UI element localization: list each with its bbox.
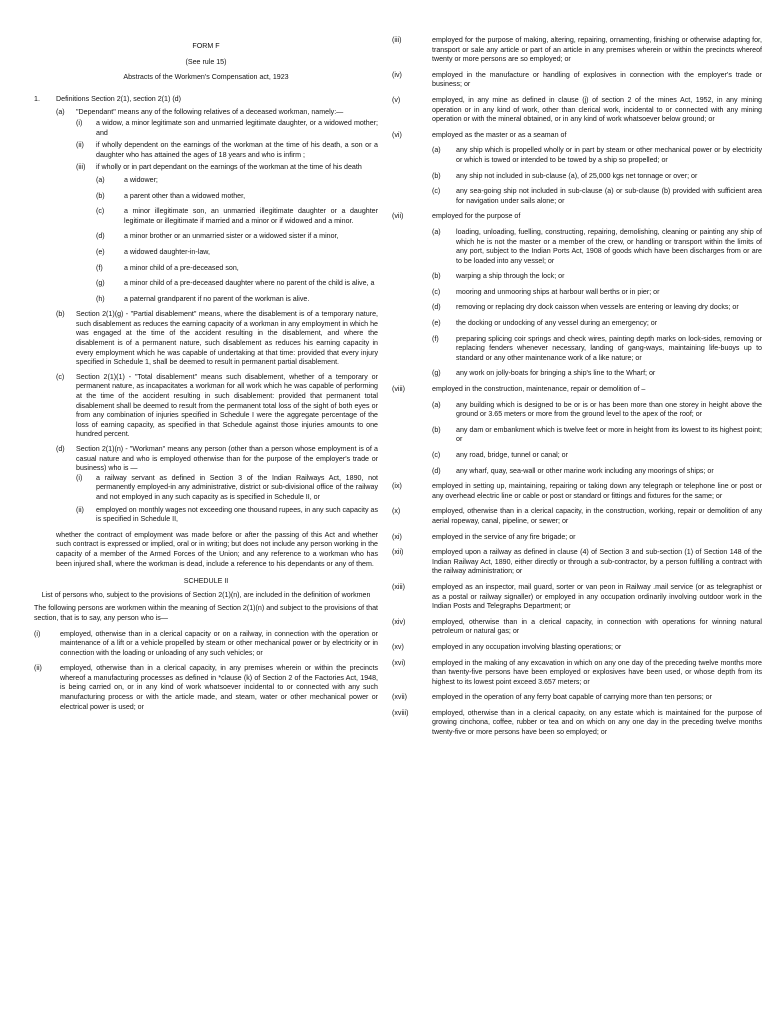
list-item (76, 141, 378, 160)
list-item (96, 232, 378, 242)
item-number: (xii) (392, 548, 404, 557)
item-number: (vii) (392, 212, 404, 221)
list-item (96, 264, 378, 274)
item-number: (ix) (392, 482, 402, 491)
list-item (96, 295, 378, 305)
item-text: a parent other than a widowed mother, (124, 191, 246, 200)
item-text: employed, in any mine as defined in clause (j) of section 2 of the mines Act, 1952, in any mining operation or in any kind of work, other than clerical work, incidental to or connected with any mining operation or with the mineral obtained, or in any kind of work whatsoever below ground; or (432, 95, 762, 124)
item-text: a railway servant as defined in Section 3 of the Indian Railways Act, 1890, not permanently employed-in any administrative, district or sub-divisional office of the railway and not employed in any such capacity as is specified in Schedule II, or (96, 473, 378, 501)
list-item (432, 369, 762, 379)
list-item (96, 207, 378, 226)
item-text: any building which is designed to be or is or has been more than one storey in height above the ground or 3.65 meters or more from the ground level to the apex of the roof; or (456, 400, 762, 419)
item-text: a paternal grandparent if no parent of the workman is alive. (124, 294, 310, 303)
list-item (96, 192, 378, 202)
item-text: any wharf, quay, sea-wall or other marine work including any moorings of ships; or (456, 466, 714, 475)
item-text: loading, unloading, fuelling, constructing, repairing, demolishing, cleaning or painting any ship of which he is not the master or a member of the crew, or handling or transport within the limits of any port, subject to the Indian Ports Act, 1908 of goods which have been discharges from or are to be loaded into any vessel; or (456, 227, 762, 265)
list-item (392, 36, 762, 65)
item-text: employed for the purpose of (432, 212, 521, 221)
item-text: employed in the manufacture or handling of explosives in connection with the employer's trade or business; or (432, 70, 762, 89)
list-item (96, 248, 378, 258)
list-item (432, 272, 762, 282)
item-number: (xiv) (392, 617, 406, 626)
item-text: Section 2(1)(1) - "Total disablement" means such disablement, whether of a temporary or permanent nature, as incapacitates a workman for all work which he was capable of performing at the time of the accident resulting in such disablement: provided that permanent total disablement shall be deemed to result from the permanent total loss of the sight of both eyes or from any combination of injuries specified in Schedule I were the aggregate percentage of the loss of earning capacity, as specified in that Schedule against those injuries amounts to one hundred percent. (76, 372, 378, 439)
item-text: preparing splicing coir springs and check wires, painting depth marks on lock-sides, removing or replacing fenders whenever necessary, landing of gang-ways, maintaining life-buoys up to standard or any other maintenance work of a like nature; or (456, 334, 762, 362)
item-text: employed in any occupation involving blasting operations; or (432, 642, 622, 651)
item-text: employed in setting up, maintaining, repairing or taking down any telegraph or telephone line or post or any overhead electric line or cable or post or standard or fittings and fixtures for the same; or (432, 482, 762, 500)
rule-reference: (See rule 15) (185, 57, 227, 66)
section-heading: Definitions Section 2(1), section 2(1) (d) (56, 94, 181, 103)
list-item (392, 507, 762, 526)
right-column (392, 36, 762, 744)
item-number: (a) (432, 400, 441, 409)
item-text: employed in the service of any fire brigade; or (432, 532, 576, 541)
item-text: a minor child of a pre-deceased daughter where no parent of the child is alive, a (124, 279, 375, 288)
item-number: (ii) (76, 141, 84, 150)
left-column (34, 42, 378, 718)
list-item (96, 279, 378, 289)
item-text: employed, otherwise than in a clerical capacity or on a railway, in connection with the operation or maintenance of a lift or a vehicle propelled by steam or other mechanical power or by electricity or in connection with the loading or unloading of any such vehicles; or (60, 629, 378, 657)
item-number: (c) (96, 207, 105, 216)
item-text: employed, otherwise than in a clerical capacity, in the construction, working, repair or demolition of any aerial ropeway, canal, pipeline, or sewer; or (432, 507, 762, 525)
definition-partial-disablement (56, 310, 378, 368)
item-number: (d) (432, 303, 441, 312)
list-item (392, 693, 762, 703)
item-text: any sea-going ship not included in sub-clause (a) or sub-clause (b) provided with sufficient area for navigation under sails alone; or (456, 187, 762, 205)
item-number: (a) (432, 227, 441, 236)
item-text: employed in the operation of any ferry boat capable of carrying more than ten persons; or (432, 693, 712, 702)
item-text: the docking or undocking of any vessel during an emergency; or (456, 319, 658, 328)
item-number: (h) (96, 294, 105, 303)
schedule-subtitle: List of persons who, subject to the provisions of Section 2(1)(n), are included in the definition of workmen (41, 590, 371, 599)
item-number: (f) (96, 263, 103, 272)
item-number: (iii) (392, 36, 402, 44)
whether-paragraph: whether the contract of employment was made before or after the passing of this Act and whether such contract is expressed or implied, oral or in writing; but does not include any person working in the capacity of a member of the Armed Forces of the Union; and any reference to a workman who has been injured shall, where the workman is dead, include a reference to his dependants or any of them. (56, 530, 378, 568)
item-text: a widowed daughter-in-law, (124, 247, 210, 256)
item-number: (xviii) (392, 708, 409, 717)
list-item (392, 96, 762, 125)
list-item (392, 583, 762, 612)
definition-total-disablement (56, 373, 378, 440)
definition-workman (56, 445, 378, 525)
document-title: Abstracts of the Workmen's Compensation act, 1923 (123, 73, 289, 82)
list-item (392, 659, 762, 688)
item-number: (iv) (392, 70, 402, 79)
item-number: (x) (392, 507, 401, 516)
schedule-intro: The following persons are workmen within the meaning of Section 2(1)(n) and subject to the provisions of that section, that is to say, any person who is— (34, 604, 378, 622)
item-number: (i) (76, 473, 83, 482)
item-number: (a) (432, 146, 441, 155)
list-item (392, 548, 762, 577)
list-item (432, 319, 762, 329)
item-number: (d) (96, 232, 105, 241)
item-text: a widow, a minor legitimate son and unmarried legitimate daughter, or a widowed mother; and (96, 118, 378, 137)
item-number: (b) (432, 272, 441, 281)
item-number: (ii) (34, 664, 42, 673)
list-item (432, 335, 762, 364)
item-number: (c) (432, 287, 441, 296)
section-1 (34, 95, 378, 105)
item-text: employed as an inspector, mail guard, sorter or van peon in Railway .mail service (or as telegraphist or as a postal or railway signaller) or employed in any occupation ordinarily involving outdoor work in the Indian Posts and Telegraphs Department; or (432, 582, 762, 611)
item-number: (vi) (392, 130, 402, 139)
list-item (96, 176, 378, 186)
item-number: (i) (76, 118, 83, 127)
item-text: a minor illegitimate son, an unmarried illegitimate daughter or a daughter legitimate or illegitimate if married and a minor or if widowed and a minor. (124, 207, 378, 225)
list-item (392, 385, 762, 395)
item-number: (e) (432, 319, 441, 328)
list-item (76, 474, 378, 503)
item-number: (b) (96, 191, 105, 200)
item-text: any road, bridge, tunnel or canal; or (456, 451, 568, 459)
list-item (76, 506, 378, 525)
item-text: employed in the construction, maintenance, repair or demolition of – (432, 385, 646, 394)
item-number: (e) (96, 247, 105, 256)
item-text: if wholly dependent on the earnings of the workman at the time of his death, a son or a daughter who has attained the ages of 18 years and who is infirm ; (96, 141, 378, 159)
item-number: (v) (392, 95, 401, 104)
item-number: (c) (432, 187, 441, 196)
item-text: employed upon a railway as defined in clause (4) of Section 3 and sub-section (1) of Section 148 of the Indian Railway Act, 1890, either directly or through a sub-contractor, by a person fulfilling a contract with the railway administration; or (432, 548, 762, 576)
item-text: employed, otherwise than in a clerical capacity, in any premises wherein or within the precincts whereof a manufacturing processes as defined in *clause (k) of Section 2 of the Factories Act, 1948, is being carried on, or in any kind of work whatsoever incidental to or connected with any such manufacturing process or with the article made, and steam, water or other mechanical power or electrical power is used; or (60, 664, 378, 711)
item-text: employed in the making of any excavation in which on any one day of the preceding twelve months more than twenty-five persons have been employed or explosives have been used, or whose depth from its highest to its lowest point exceed 3.657 meters; or (432, 658, 762, 686)
item-number: (xiii) (392, 582, 405, 591)
item-text: employed for the purpose of making, altering, repairing, ornamenting, finishing or otherwise adapting for, transport or sale any article or part of an article in any premises wherein or within the precincts whereof twenty or more persons are so employed; or (432, 36, 762, 64)
list-item (76, 163, 378, 173)
list-item (432, 401, 762, 420)
list-item (392, 709, 762, 738)
item-text: Section 2(1)(n) - "Workman" means any person (other than a person whose employment is of a casual nature and who is employed otherwise than for the purpose of the employer's trade or business) who is — (76, 445, 378, 473)
item-number: (xi) (392, 532, 402, 541)
item-text: warping a ship through the lock; or (456, 272, 565, 281)
definitions-block (34, 108, 378, 524)
list-item (432, 187, 762, 206)
item-text: employed on monthly wages not exceeding one thousand rupees, in any such capacity as is specified in Schedule II, (96, 505, 378, 524)
list-item (432, 288, 762, 298)
item-number: (a) (96, 175, 105, 184)
item-text: "Dependant" means any of the following relatives of a deceased workman, namely:— (76, 108, 344, 117)
item-number: (b) (432, 425, 441, 434)
item-number: (xvii) (392, 693, 407, 702)
item-text: a minor child of a pre-deceased son, (124, 263, 239, 272)
item-number: (ii) (76, 505, 84, 514)
list-item (432, 228, 762, 266)
item-text: employed as the master or as a seaman of (432, 130, 567, 139)
section-number: 1. (34, 94, 40, 103)
list-item (392, 131, 762, 141)
schedule-title: SCHEDULE II (183, 577, 229, 586)
item-number: (iii) (76, 163, 86, 172)
item-number: (c) (56, 372, 65, 381)
item-text: any ship which is propelled wholly or in part by steam or other mechanical power or by electricity or which is towed or intended to be towed by a ship so propelled; or (456, 146, 762, 164)
item-text: a widower; (124, 175, 158, 184)
list-item (392, 482, 762, 501)
item-text: Section 2(1)(g) - "Partial disablement" means, where the disablement is of a temporary nature, such disablement as reduces the earning capacity of a workman in any employment in which he was engaged at the time of the accident resulting in the disablement, and where the disablement is of a permanent nature, such disablement as reduces his earning capacity in every employment which he was capable of undertaking at that time: provided that every injury specified in Schedule 1, shall be deemed to result in permanent partial disablement. (76, 310, 378, 367)
item-text: employed, otherwise than in a clerical capacity, in connection with operations for winning natural petroleum or natural gas; or (432, 617, 762, 636)
item-number: (a) (56, 108, 65, 117)
item-number: (c) (432, 451, 441, 459)
list-item (392, 618, 762, 637)
list-item (432, 426, 762, 445)
list-item (432, 467, 762, 477)
item-number: (viii) (392, 385, 405, 394)
item-text: a minor brother or an unmarried sister or a widowed sister if a minor, (124, 232, 339, 241)
definition-dependant (56, 108, 378, 304)
item-text: if wholly or in part dependant on the earnings of the workman at the time of his death (96, 163, 362, 172)
item-number: (i) (34, 629, 41, 638)
list-item (432, 146, 762, 165)
list-item (432, 172, 762, 182)
list-item (392, 643, 762, 653)
item-number: (xvi) (392, 658, 406, 667)
item-number: (xv) (392, 642, 404, 651)
list-item (34, 664, 378, 712)
list-item (76, 119, 378, 138)
item-text: employed, otherwise than in a clerical capacity, on any estate which is maintained for the purpose of growing cinchona, coffee, rubber or tea and on which on any one day in the preceding twelve months twenty-five or more persons have been so employed; or (432, 708, 762, 737)
list-item (392, 71, 762, 90)
item-number: (g) (432, 369, 441, 378)
item-number: (b) (56, 310, 65, 319)
list-item (34, 630, 378, 659)
list-item (392, 533, 762, 543)
item-number: (g) (96, 279, 105, 288)
item-number: (b) (432, 171, 441, 180)
item-text: any ship not included in sub-clause (a), of 25,000 kgs net tonnage or over; or (456, 171, 698, 180)
item-number: (d) (56, 445, 65, 453)
item-text: mooring and unmooring ships at harbour wall berths or in pier; or (456, 287, 660, 296)
item-text: any work on jolly-boats for bringing a ship's line to the Wharf; or (456, 369, 656, 378)
form-label: FORM F (192, 42, 220, 50)
item-number: (d) (432, 466, 441, 475)
item-text: removing or replacing dry dock caisson when vessels are entering or leaving dry docks; or (456, 303, 739, 312)
list-item (432, 451, 762, 461)
list-item (432, 303, 762, 313)
item-number: (f) (432, 334, 439, 343)
list-item (392, 212, 762, 222)
item-text: any dam or embankment which is twelve feet or more in height from its lowest to its highest point; or (456, 425, 762, 444)
